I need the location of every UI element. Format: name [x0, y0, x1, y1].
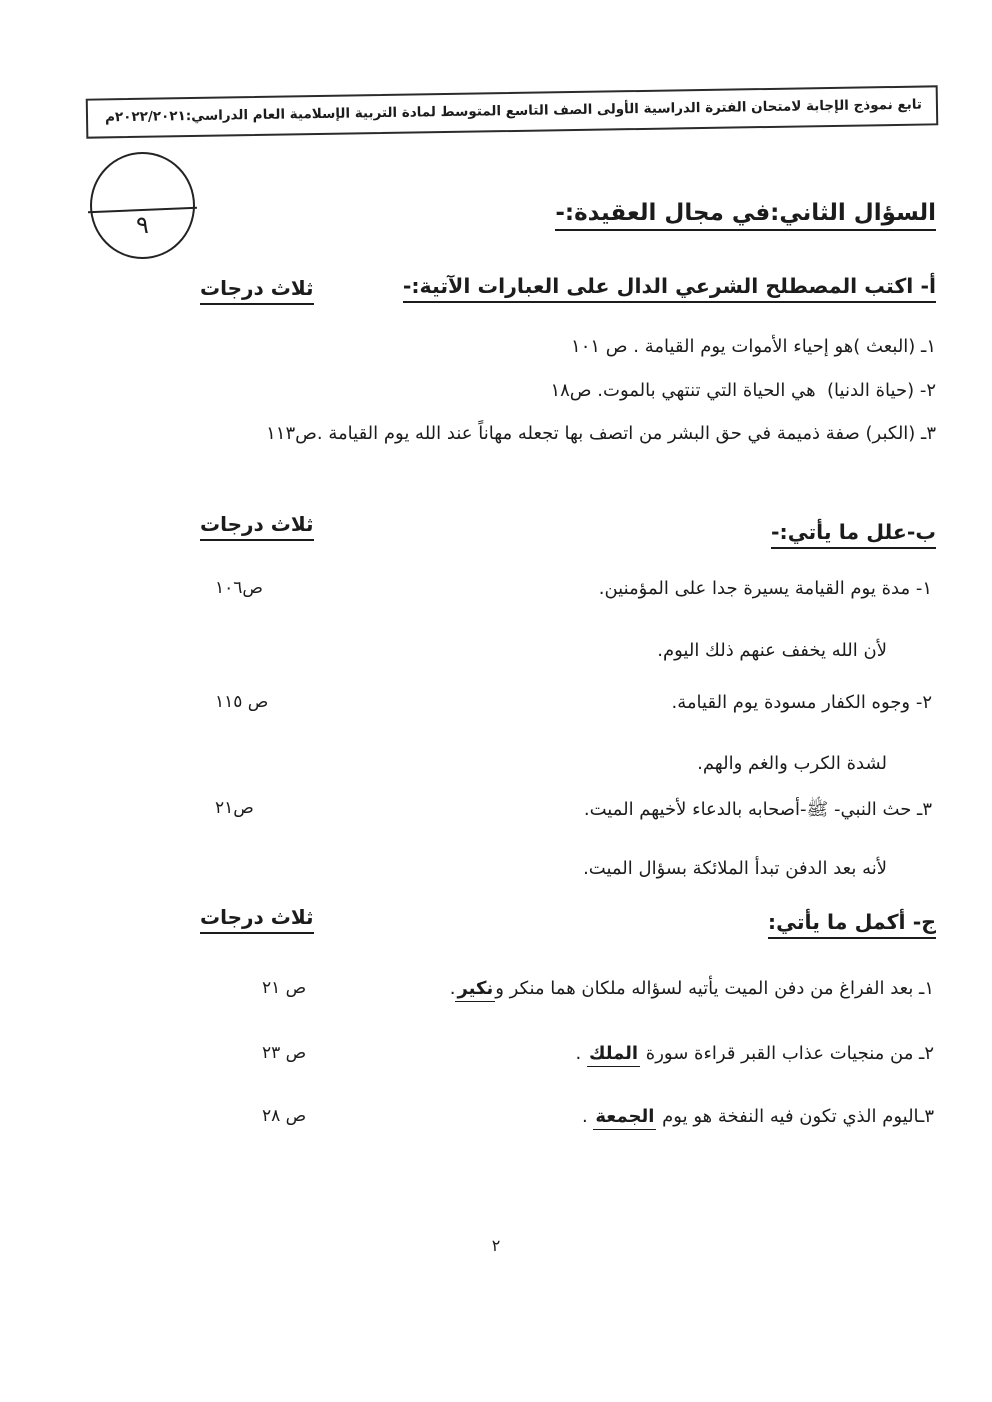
question-text: ٣ـ حث النبي- ﷺ-أصحابه بالدعاء لأخيهم الميت.	[583, 799, 932, 820]
page-reference: ص ٢٣	[262, 1043, 307, 1063]
section-c-item-3	[262, 1106, 934, 1127]
section-b-item-1	[215, 578, 932, 599]
question-text: ٢- وجوه الكفار مسودة يوم القيامة.	[671, 692, 932, 713]
section-b-answer-2: لشدة الكرب والغم والهم.	[697, 753, 887, 774]
section-a-item-3: ٣ـ (الكبر) صفة ذميمة في حق البشر من اتصف بها تجعله مهاناً عند الله يوم القيامة .ص١١٣	[266, 423, 936, 444]
grade-stamp-circle	[90, 152, 195, 259]
section-b-item-3	[215, 798, 932, 824]
page-reference: ص ١١٥	[215, 692, 269, 712]
section-c-item-1	[262, 978, 934, 999]
page-reference: ص ٢١	[262, 978, 307, 998]
header-title-text: تابع نموذج الإجابة لامتحان الفترة الدراسية الأولى الصف التاسع المتوسط لمادة التربية الإسلامية العام الدراسي:٢٠٢٢/٢٠٢١م	[104, 96, 923, 126]
completion-sentence: ٢ـ من منجيات عذاب القبر قراءة سورة الملك .	[576, 1043, 934, 1064]
page-reference: ص ٢٨	[262, 1106, 307, 1126]
completion-sentence: ٣ـاليوم الذي تكون فيه النفخة هو يوم الجمعة .	[582, 1106, 934, 1127]
footer-page-number: ٢	[491, 1236, 501, 1255]
completion-sentence: ١ـ بعد الفراغ من دفن الميت يأتيه لسؤاله ملكان هما منكر ونكير.	[450, 978, 934, 999]
question-text: ١- مدة يوم القيامة يسيرة جدا على المؤمنين.	[598, 578, 932, 599]
section-b-answer-3: لأنه بعد الدفن تبدأ الملائكة بسؤال الميت.	[583, 858, 887, 879]
section-c-item-2	[262, 1043, 934, 1064]
section-a-item-2: ٢- (حياة الدنيا) هي الحياة التي تنتهي بالموت. ص١٨	[550, 380, 936, 401]
answer-word-underlined: الجمعة	[593, 1106, 656, 1130]
section-a-item-1: ١ـ (البعث )هو إحياء الأموات يوم القيامة . ص ١٠١	[571, 336, 936, 357]
section-b-item-2	[215, 692, 932, 713]
document-header-box	[86, 85, 939, 138]
section-b-answer-1: لأن الله يخفف عنهم ذلك اليوم.	[657, 640, 887, 661]
answer-word-underlined: الملك	[587, 1043, 640, 1067]
question-two-title: السؤال الثاني:في مجال العقيدة:-	[555, 200, 936, 226]
section-a-heading: أ- اكتب المصطلح الشرعي الدال على العبارات الآتية:-	[403, 274, 936, 298]
section-b-heading: ب-علل ما يأتي:-	[771, 520, 936, 544]
answer-word-underlined: نكير	[455, 978, 495, 1002]
page-reference: ص١٠٦	[215, 578, 263, 598]
section-c-marks: ثلاث درجات	[200, 905, 314, 929]
page-reference: ص٢١	[215, 798, 254, 818]
stamp-grade-number: ٩	[136, 210, 149, 239]
section-c-heading: ج- أكمل ما يأتي:	[768, 910, 936, 934]
section-b-marks: ثلاث درجات	[200, 512, 314, 536]
section-a-marks: ثلاث درجات	[200, 276, 314, 300]
